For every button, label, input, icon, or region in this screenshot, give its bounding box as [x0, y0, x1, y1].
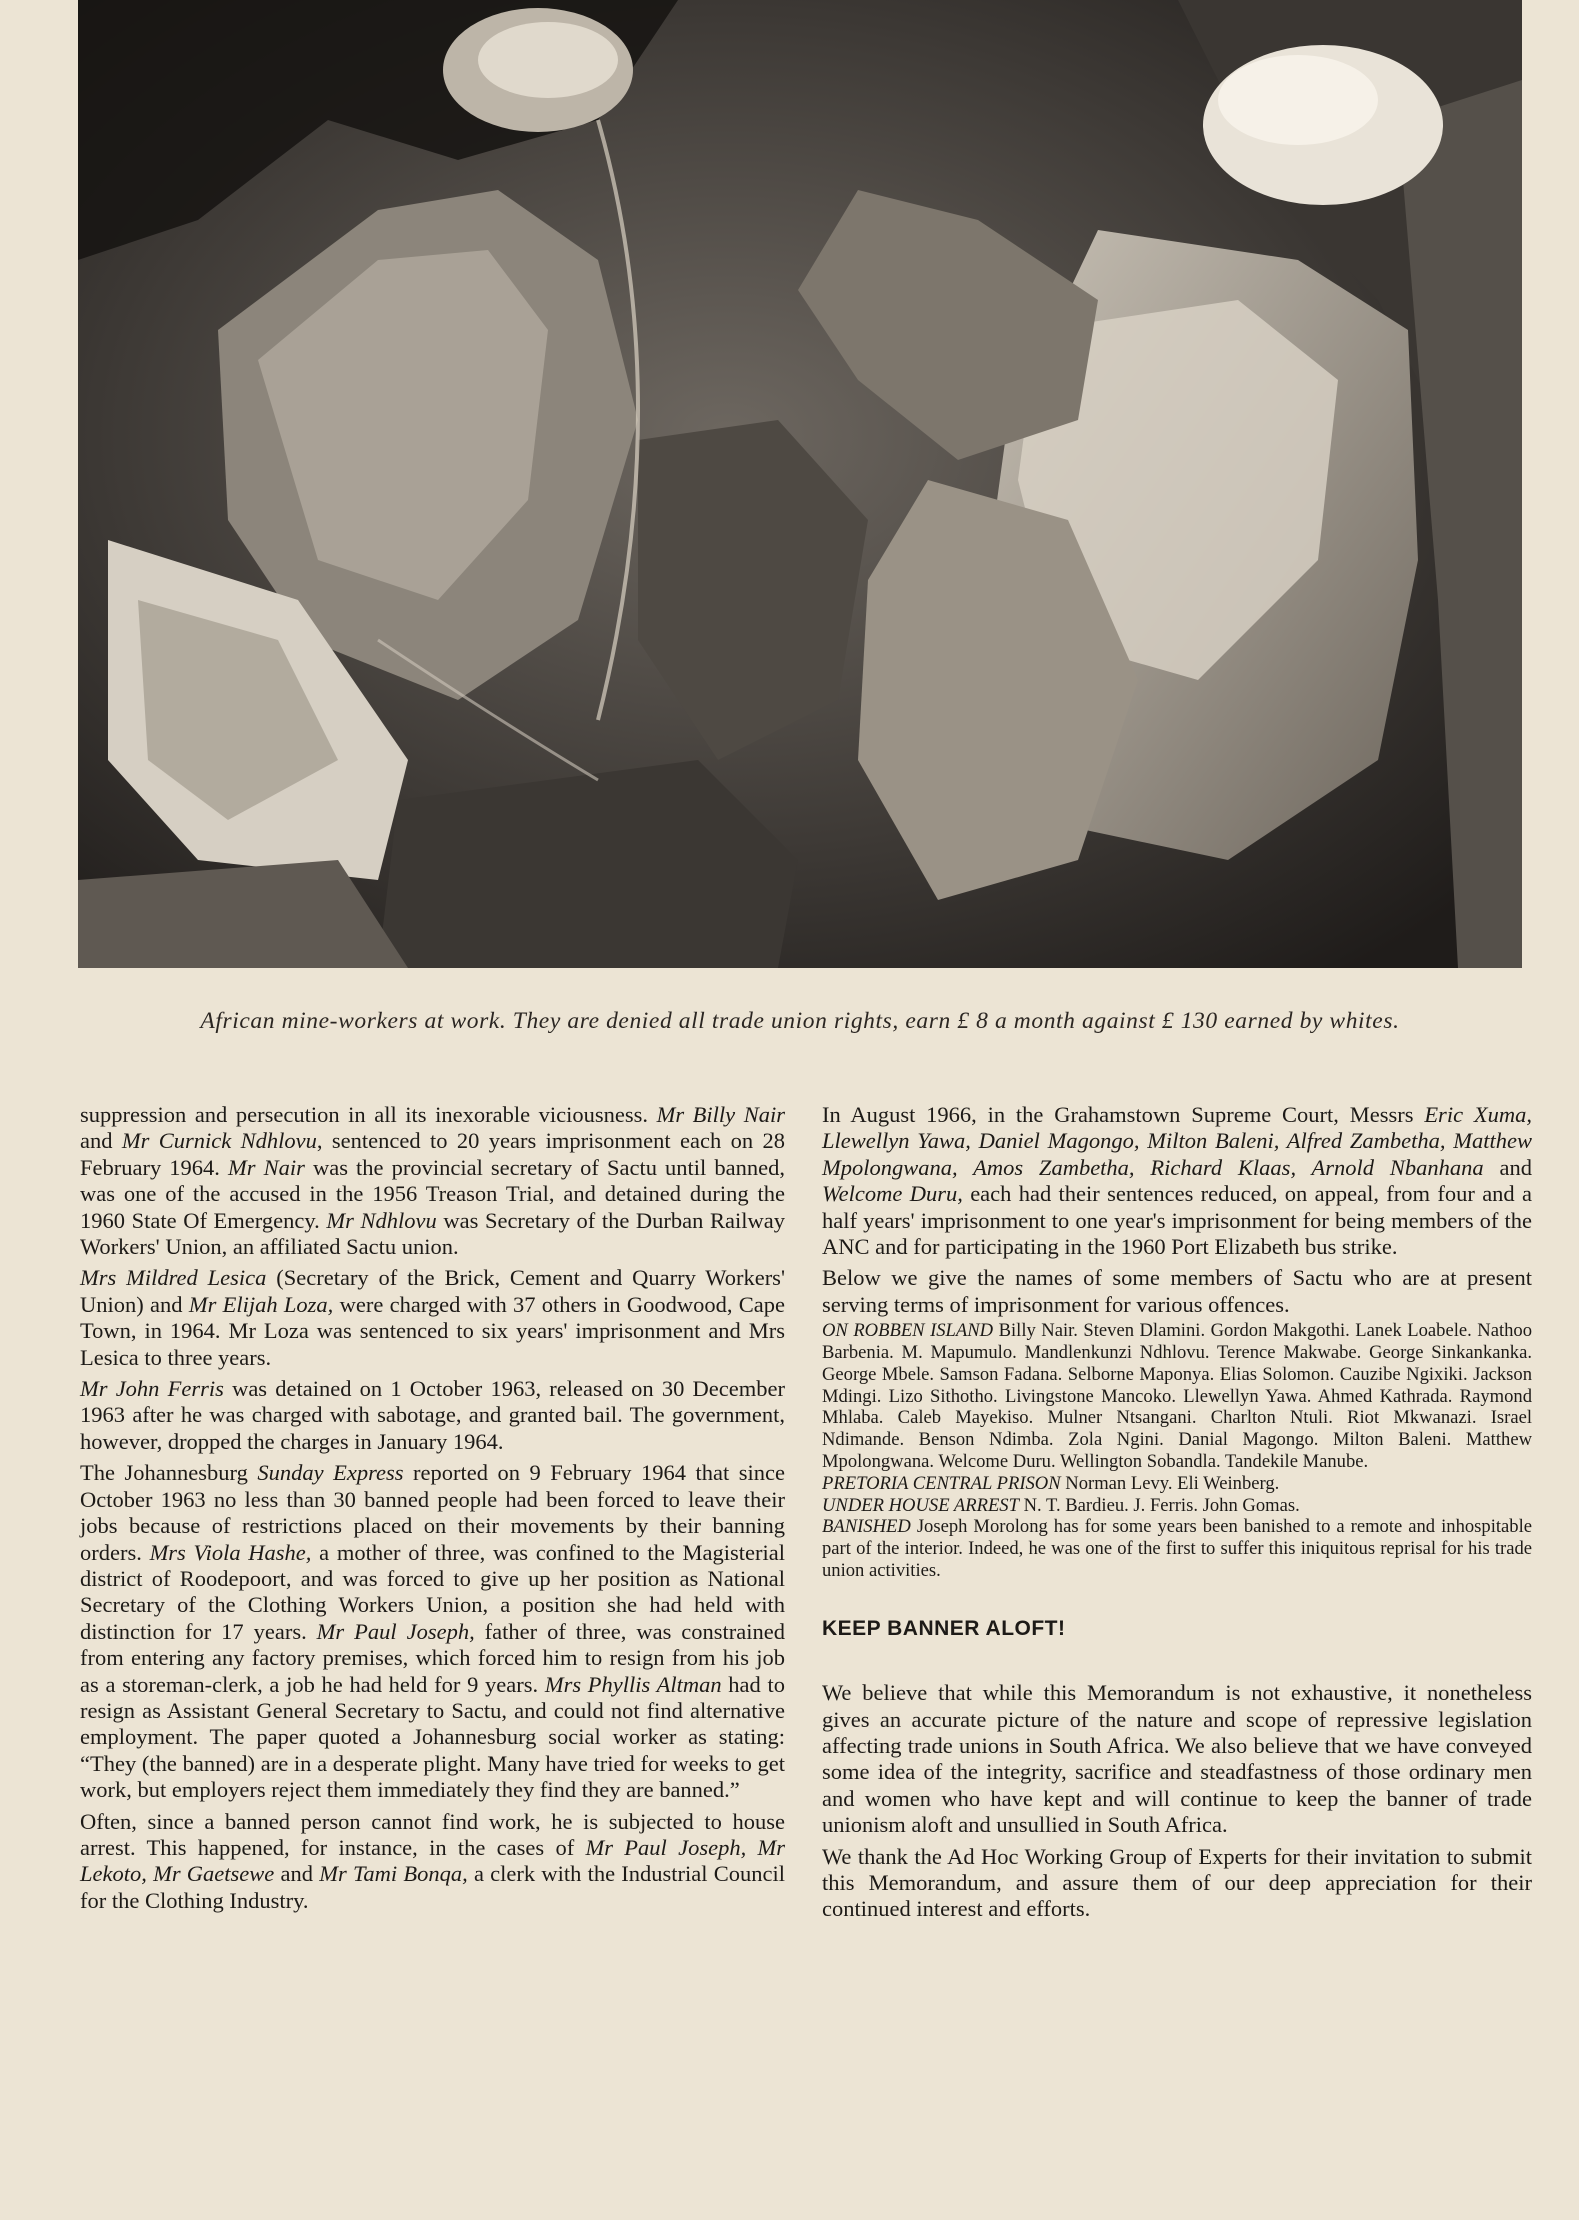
mine-workers-photo — [78, 0, 1522, 968]
list-item: ON ROBBEN ISLAND Billy Nair. Steven Dlamini. Gordon Makgothi. Lanek Loabele. Nathoo Barbenia. M. Mapumulo. Mandlenkunzi Ndhlovu. Terence Makwabe. George Sinkankanka. George Mbele. Samson Fadana. Selborne Maponya. Elias Solomon. Cauzibe Ngixiki. Jackson Mdingi. Lizo Sithotho. Livingstone Mancoko. Llewellyn Yawa. Ahmed Kathrada. Raymond Mhlaba. Caleb Mayekiso. Mulner Ntsangani. Charlton Ntuli. Riot Mkwanazi. Israel Ndimande. Benson Ndimba. Zola Ngini. Danial Magongo. Milton Baleni. Matthew Mpolongwana. Welcome Duru. Wellington Sobandla. Tandekile Manube. — [822, 1320, 1533, 1473]
left-text-column — [80, 1102, 785, 1914]
paragraph: The Johannesburg Sunday Express reported on 9 February 1964 that since October 1963 no less than 30 banned people had been forced to leave their jobs because of restrictions placed on their movements by their banning orders. Mrs Viola Hashe, a mother of three, was confined to the Magisterial district of Roodepoort, and was forced to give up her position as National Secretary of the Clothing Workers Union, a position she had held with distinction for 17 years. Mr Paul Joseph, father of three, was constrained from entering any factory premises, which forced him to resign from his job as a storeman-clerk, a job he had held for 9 years. Mrs Phyllis Altman had to resign as Assistant General Secretary to Sactu, and could not find alternative employment. The paper quoted a Johannesburg social worker as stating: “They (the banned) are in a desperate plight. Many have tried for weeks to get work, but employers reject them immediately they find they are banned.” — [80, 1460, 785, 1803]
list-item: UNDER HOUSE ARREST N. T. Bardieu. J. Ferris. John Gomas. — [822, 1494, 1300, 1516]
paragraph: Mr John Ferris was detained on 1 October 1963, released on 30 December 1963 after he was charged with sabotage, and granted bail. The government, however, dropped the charges in January 1964. — [80, 1376, 785, 1454]
paragraph: Often, since a banned person cannot find work, he is subjected to house arrest. This happened, for instance, in the cases of Mr Paul Joseph, Mr Lekoto, Mr Gaetsewe and Mr Tami Bonqa, a clerk with the Industrial Council for the Clothing Industry. — [80, 1808, 785, 1913]
photo-caption: African mine-workers at work. They are denied all trade union rights, earn £ 8 a month against £ 130 earned by whites. — [200, 1008, 1400, 1034]
paragraph: Below we give the names of some members of Sactu who are at present serving terms of imprisonment for various offences. — [822, 1265, 1532, 1317]
paragraph: In August 1966, in the Grahamstown Supreme Court, Messrs Eric Xuma, Llewellyn Yawa, Daniel Magongo, Milton Baleni, Alfred Zambetha, Matthew Mpolongwana, Amos Zambetha, Richard Klaas, Arnold Nbanhana and Welcome Duru, each had their sentences reduced, on appeal, from four and a half years' imprisonment to one year's imprisonment for being members of the ANC and for participating in the 1960 Port Elizabeth bus strike. — [822, 1102, 1532, 1260]
right-text-column — [822, 1102, 1532, 1923]
paragraph: We believe that while this Memorandum is not exhaustive, it nonetheless gives an accurate picture of the nature and scope of repressive legislation affecting trade unions in South Africa. We also believe that we have conveyed some idea of the integrity, sacrifice and steadfastness of those ordinary men and women who have kept and will continue to keep the banner of trade unionism aloft and unsullied in South Africa. — [822, 1680, 1532, 1838]
paragraph: Mrs Mildred Lesica (Secretary of the Brick, Cement and Quarry Workers' Union) and Mr Elijah Loza, were charged with 37 others in Goodwood, Cape Town, in 1964. Mr Loza was sentenced to six years' imprisonment and Mrs Lesica to three years. — [80, 1265, 785, 1370]
paragraph: suppression and persecution in all its inexorable viciousness. Mr Billy Nair and Mr Curnick Ndhlovu, sentenced to 20 years imprisonment each on 28 February 1964. Mr Nair was the provincial secretary of Sactu until banned, was one of the accused in the 1956 Treason Trial, and detained during the 1960 State Of Emergency. Mr Ndhlovu was Secretary of the Durban Railway Workers' Union, an affiliated Sactu union. — [80, 1102, 786, 1260]
photo-illustration — [78, 0, 1522, 968]
prisoner-list — [822, 1320, 1532, 1582]
list-item: BANISHED Joseph Morolong has for some years been banished to a remote and inhospitable part of the interior. Indeed, he was one of the first to suffer this iniquitous reprisal for his trade union activities. — [822, 1516, 1532, 1582]
section-heading: KEEP BANNER ALOFT! — [822, 1616, 1066, 1640]
list-item: PRETORIA CENTRAL PRISON Norman Levy. Eli Weinberg. — [822, 1472, 1280, 1494]
paragraph: We thank the Ad Hoc Working Group of Experts for their invitation to submit this Memorandum, and assure them of our deep appreciation for their continued interest and efforts. — [822, 1843, 1532, 1922]
